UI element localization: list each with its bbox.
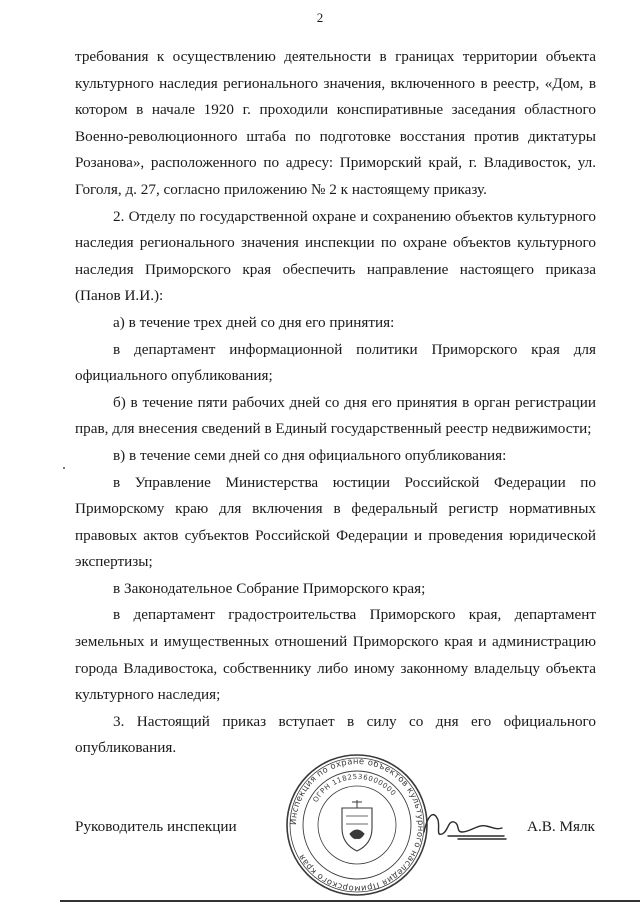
paragraph-subitem-a: а) в течение трех дней со дня его принятия:: [113, 313, 395, 331]
signer-title: Руководитель инспекции: [75, 818, 237, 835]
paragraph-subitem-b: б) в течение пяти рабочих дней со дня его принятия в орган регистрации прав, для внесения сведений в Единый государственный реестр недвижимости;: [75, 393, 596, 438]
handwritten-signature: [418, 806, 508, 842]
bottom-edge-line: [60, 900, 640, 902]
svg-text:ОГРН 1182536000000: [312, 773, 398, 804]
official-stamp: [284, 752, 430, 898]
paragraph-requirements-continuation: требования к осуществлению деятельности в границах территории объекта культурного наследия регионального значения, включенного в реестр, «Дом, в котором в начале 1920 г. проходили конспиративные заседания областного Военно-революционного штаба по подготовке восстания против диктатуры Розанова», расположенного по адресу: Приморский край, г. Владивосток, ул. Гоголя, д. 27, согласно приложению № 2 к настоящему приказу.: [75, 48, 596, 198]
paragraph-urban-planning-dept: в департамент градостроительства Приморского края, департамент земельных и имущественных отношений Приморского края и администрацию города Владивостока, собственнику либо иному законному владельцу объекта культурного наследия;: [75, 606, 596, 704]
paragraph-info-policy-dept: в департамент информационной политики Приморского края для официального опубликования;: [75, 340, 596, 385]
document-body: [75, 44, 596, 762]
paragraph-justice-ministry: в Управление Министерства юстиции Российской Федерации по Приморскому краю для включения в федеральный регистр нормативных правовых актов субъектов Российской Федерации и проведения юридической экспертизы;: [75, 473, 596, 571]
stamp-outer-text: Инспекция по охране объектов культурного наследия Приморского края: [287, 755, 427, 895]
paragraph-item-2: 2. Отделу по государственной охране и сохранению объектов культурного наследия регионального значения инспекции по охране объектов культурного наследия Приморского края обеспечить направление настоящего приказа (Панов И.И.):: [75, 207, 596, 305]
margin-mark: [63, 467, 65, 469]
page-number: 2: [316, 10, 324, 25]
paragraph-item-3: 3. Настоящий приказ вступает в силу со дня его официального опубликования.: [75, 712, 596, 757]
coat-of-arms-emblem: [342, 800, 372, 851]
paragraph-subitem-v: в) в течение семи дней со дня официального опубликования:: [113, 446, 507, 464]
stamp-inner-text: ОГРН 1182536000000: [311, 772, 398, 804]
signer-name: А.В. Мялк: [527, 818, 595, 835]
paragraph-legislative-assembly: в Законодательное Собрание Приморского края;: [113, 579, 426, 597]
